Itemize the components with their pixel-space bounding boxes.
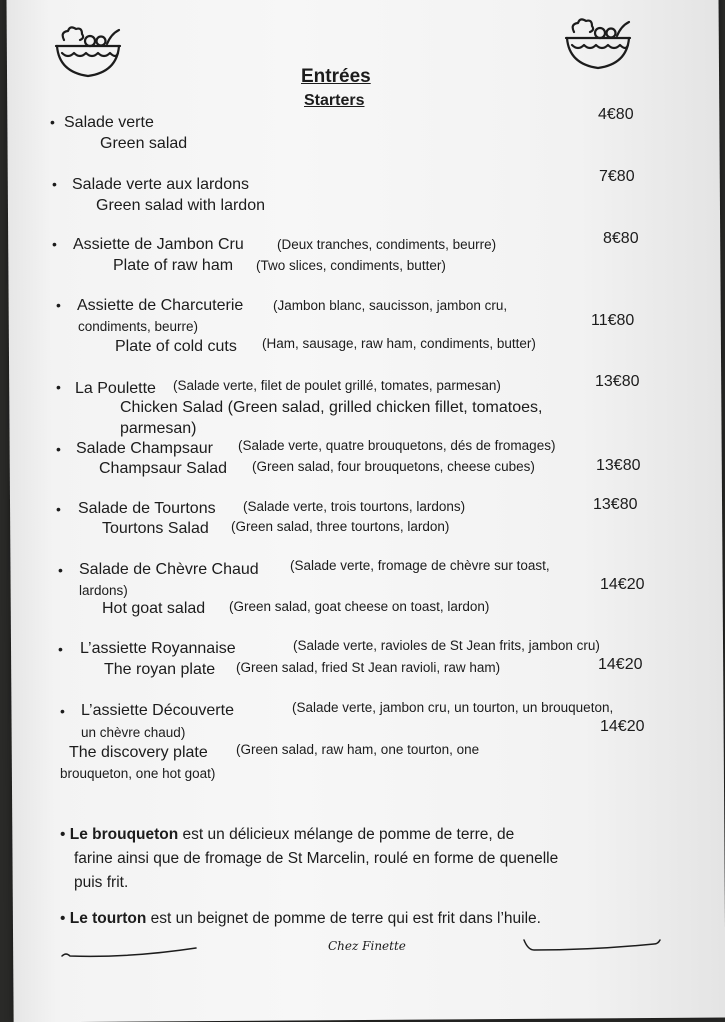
item-detail-en: (Green salad, raw ham, one tourton, one [236,742,480,757]
note-text: puis frit. [74,874,129,891]
item-detail-fr: (Salade verte, trois tourtons, lardons) [243,499,466,514]
item-price: 13€80 [595,373,640,390]
item-name-fr: L’assiette Découverte [81,702,234,719]
page-subtitle: Starters [304,92,365,109]
bullet-icon: • [60,826,70,843]
flourish-left-icon [60,942,200,962]
item-price: 14€20 [598,656,643,673]
item-name-fr: Salade Champsaur [76,440,213,457]
bullet-icon: • [52,236,57,252]
bullet-icon: • [56,297,61,313]
item-detail-fr: (Salade verte, filet de poulet grillé, tomates, parmesan) [173,378,501,393]
item-price: 7€80 [599,168,635,185]
note-term: Le tourton [69,910,147,927]
item-detail-en: (Green salad, three tourtons, lardon) [231,519,450,534]
note-text: est un beignet de pomme de terre qui est frit dans l’huile. [146,910,541,927]
item-detail-fr-continued: condiments, beurre) [78,319,199,334]
item-name-fr: L’assiette Royannaise [80,640,236,657]
item-name-en: The discovery plate [69,744,208,761]
item-name-en: Plate of cold cuts [115,338,237,355]
note-term: Le brouqueton [69,826,179,843]
salad-bowl-icon [562,18,634,74]
item-detail-fr: (Salade verte, jambon cru, un tourton, un brouqueton, [292,700,614,715]
item-price: 13€80 [593,496,638,513]
item-name-en-continued: parmesan) [120,420,197,437]
item-detail-fr: (Jambon blanc, saucisson, jambon cru, [273,298,508,313]
salad-bowl-icon [52,26,124,82]
bullet-icon: • [60,703,65,719]
item-name-en: Hot goat salad [102,600,206,617]
item-name-en: Green salad [100,135,188,152]
item-detail-fr: (Salade verte, fromage de chèvre sur toast, [290,558,550,573]
item-price: 4€80 [598,106,634,123]
bullet-icon: • [56,379,61,395]
bullet-icon: • [58,562,63,578]
item-name-fr: Salade de Tourtons [78,500,216,517]
item-detail-fr-continued: lardons) [79,583,128,598]
bullet-icon: • [52,176,57,192]
signature: Chez Finette [328,939,406,953]
item-detail-en: (Ham, sausage, raw ham, condiments, butter) [262,336,536,351]
item-detail-en-continued: brouqueton, one hot goat) [60,766,216,781]
item-name-fr: Salade verte aux lardons [72,176,249,193]
bullet-icon: • [56,441,61,457]
item-price: 8€80 [603,230,639,247]
item-name-fr: Assiette de Charcuterie [77,297,244,314]
item-detail-en: (Green salad, four brouquetons, cheese cubes) [252,459,535,474]
item-detail-fr: (Salade verte, quatre brouquetons, dés de fromages) [238,438,556,453]
item-price: 14€20 [600,576,645,593]
item-price: 11€80 [591,312,635,329]
note-text: farine ainsi que de fromage de St Marcelin, roulé en forme de quenelle [74,850,559,867]
item-name-fr: Salade verte [64,114,154,131]
item-name-fr: La Poulette [75,380,156,397]
item-price: 14€20 [600,718,645,735]
item-name-en: Green salad with lardon [96,197,265,214]
bullet-icon: • [60,910,70,927]
item-name-en: Plate of raw ham [113,257,234,274]
bullet-icon: • [50,114,55,130]
item-name-fr: Assiette de Jambon Cru [73,236,244,253]
item-name-en: The royan plate [104,661,216,678]
item-detail-fr: (Salade verte, ravioles de St Jean frits, jambon cru) [293,638,600,653]
item-detail-fr: (Deux tranches, condiments, beurre) [277,237,497,252]
item-name-en: Chicken Salad (Green salad, grilled chicken fillet, tomatoes, [120,399,543,416]
page-title: Entrées [301,66,371,87]
flourish-right-icon [522,936,662,956]
item-detail-fr-continued: un chèvre chaud) [81,725,186,740]
item-name-fr: Salade de Chèvre Chaud [79,561,259,578]
bullet-icon: • [56,501,61,517]
item-name-en: Champsaur Salad [99,460,228,477]
item-detail-en: (Two slices, condiments, butter) [256,258,446,273]
item-name-en: Tourtons Salad [102,520,209,537]
item-price: 13€80 [596,457,641,474]
bullet-icon: • [58,641,63,657]
item-detail-en: (Green salad, goat cheese on toast, lardon) [229,599,490,614]
note-text: est un délicieux mélange de pomme de terre, de [178,826,515,843]
item-detail-en: (Green salad, fried St Jean ravioli, raw ham) [236,660,501,675]
